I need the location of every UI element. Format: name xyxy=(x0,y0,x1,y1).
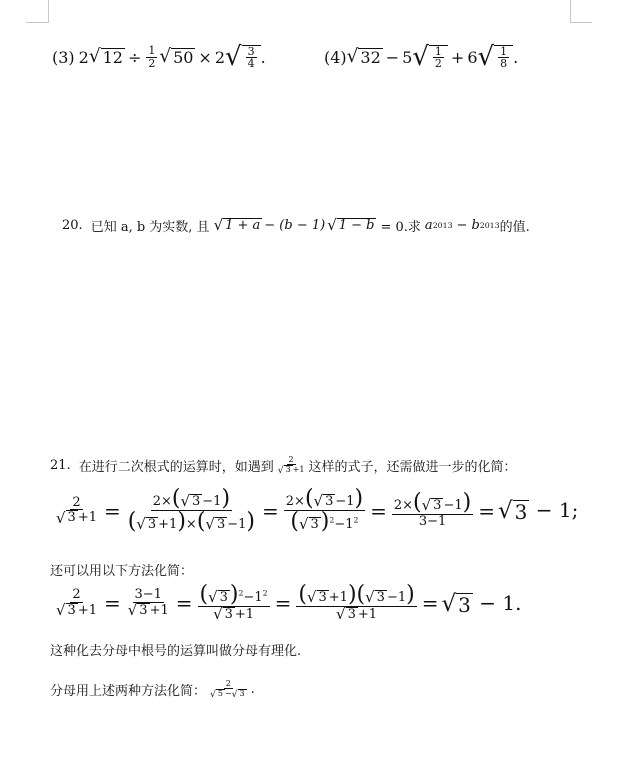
sqrt-1-minus-b: √ 1 − b xyxy=(327,216,375,235)
fraction-half: $\frac{1}{2}$ xyxy=(148,43,156,70)
crop-mark-left-horizontal xyxy=(26,22,49,23)
equation-row-1: 2 √ 3 +1 = 2×( √ 3 −1) ( √ 3 +1)×( √ 3 −1) = 2×( √ 3 −1) ( √ 3 )$^2-1^2$ = 2×( √ 3 −1) 3−1 = √ 3 − 1; xyxy=(56,486,579,534)
problem-3-label: (3) xyxy=(52,47,75,67)
sqrt-32: √ 32 xyxy=(346,45,381,67)
question-20-number: 20. xyxy=(62,218,83,233)
eq2-result: √ 3 − 1. xyxy=(441,590,522,617)
alt-method-text: 还可以用以下方法化简： xyxy=(50,564,194,579)
crop-mark-left-vertical xyxy=(48,0,49,22)
sqrt-one-eighth: √ $\frac{1}{8}$ xyxy=(478,44,514,70)
eq1-term-3: 2×( √ 3 −1) ( √ 3 )$^2-1^2$ xyxy=(285,486,364,534)
sqrt-one-half: √ $\frac{1}{2}$ xyxy=(412,44,448,70)
problem-3: (3) 2 √ 12 ÷ $\frac{1}{2}$ √ 50 × 2 √ $\frac{3}{4}$ . xyxy=(52,42,266,72)
problem-4-label: (4) xyxy=(324,47,347,67)
question-20: 20. 已知 a, b 为实数, 且 √ 1 + a − (b − 1) √ 1 − b = 0.求 a 2013 − b 2013 的值. xyxy=(62,216,530,235)
eq1-result: √ 3 − 1; xyxy=(497,498,579,524)
sqrt-50: √ 50 xyxy=(159,45,194,67)
question-21-intro: 21. 在进行二次根式的运算时，如遇到 2 √ 3 +1 这样的式子，还需做进一步的化简： xyxy=(50,455,517,476)
question-21-number: 21. xyxy=(50,458,71,474)
equation-row-2: 2 √ 3 +1 = 3−1 √ 3 +1 = ( √ 3 )$^2-1^2$ √ 3 +1 = ( √ 3 +1)( √ 3 −1) √ 3 +1 = √ 3 − 1. xyxy=(56,582,522,624)
problem-4: (4) √ 32 − 5 √ $\frac{1}{2}$ + 6 √ $\frac{1}{8}$ . xyxy=(324,42,519,72)
sqrt-12: √ 12 xyxy=(88,45,123,67)
crop-mark-right-horizontal xyxy=(570,22,592,23)
rationalization-note: 这种化去分母中根号的运算叫做分母有理化. xyxy=(50,644,302,659)
eq1-term-4: 2×( √ 3 −1) 3−1 xyxy=(393,490,472,530)
intro-fraction: 2 √ 3 +1 xyxy=(277,455,305,476)
eq1-term-1: 2 √ 3 +1 xyxy=(56,494,97,527)
task-fraction: 2 √ 5 − √ 3 xyxy=(210,679,245,700)
eq1-term-2: 2×( √ 3 −1) ( √ 3 +1)×( √ 3 −1) xyxy=(127,486,255,534)
task-line: 分母用上述两种方法化简： 2 √ 5 − √ 3 . xyxy=(50,679,255,700)
eq2-term-2: 3−1 √ 3 +1 xyxy=(127,587,169,620)
eq2-term-4: ( √ 3 +1)( √ 3 −1) √ 3 +1 xyxy=(298,582,415,624)
eq2-term-3: ( √ 3 )$^2-1^2$ √ 3 +1 xyxy=(199,582,268,624)
sqrt-1-plus-a: √ 1 + a xyxy=(213,216,261,235)
eq2-term-1: 2 √ 3 +1 xyxy=(56,587,97,620)
crop-mark-right-vertical xyxy=(570,0,571,22)
sqrt-three-quarters: √ $\frac{3}{4}$ xyxy=(225,44,261,70)
